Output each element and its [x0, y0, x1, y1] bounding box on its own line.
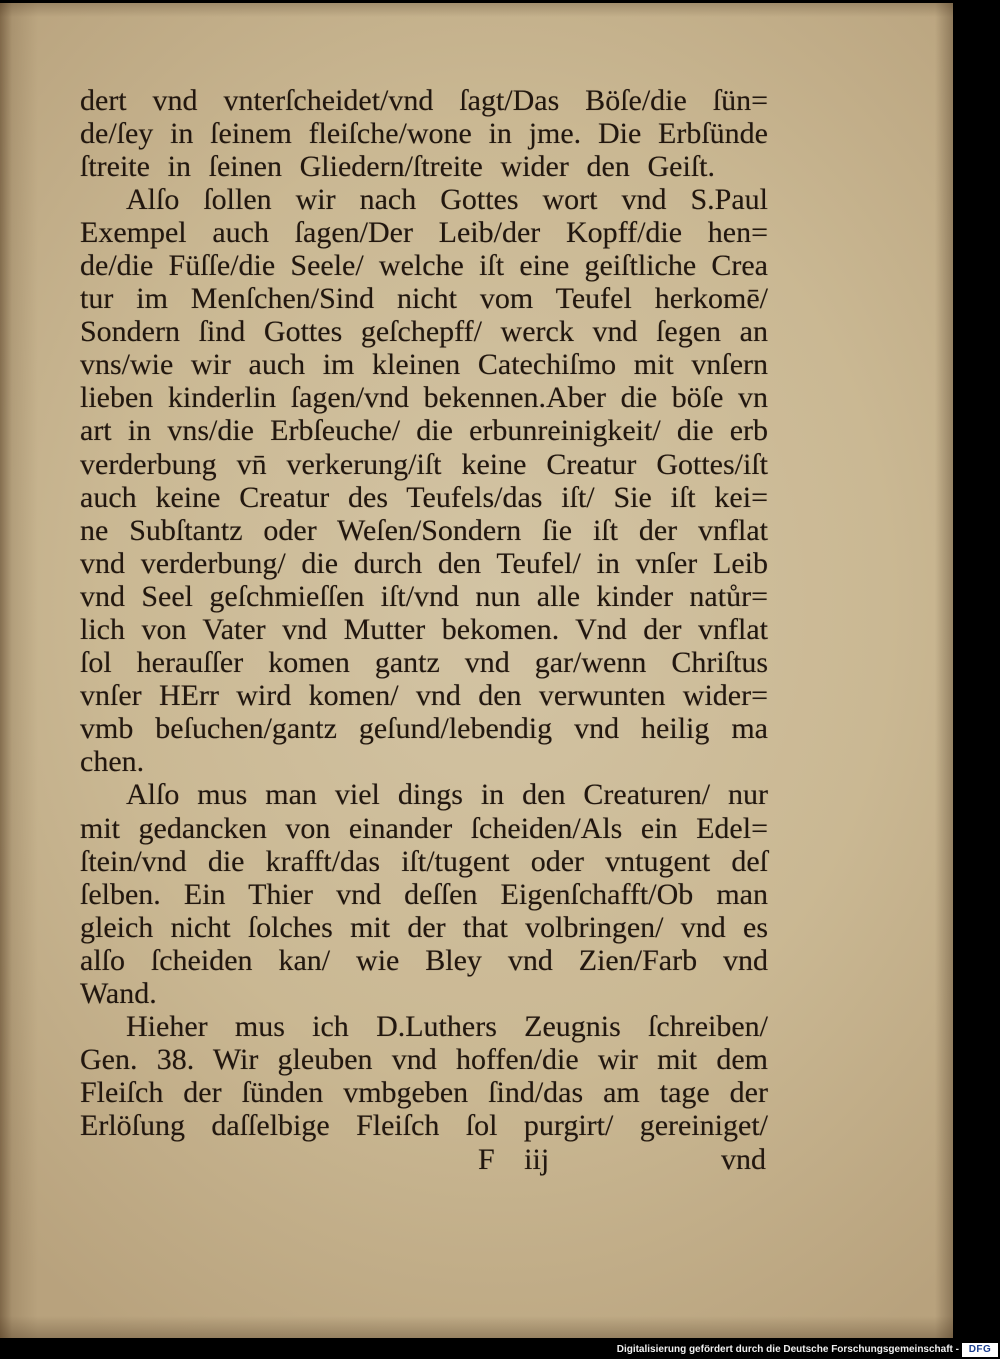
paragraph-start-line: Alſo ſollen wir nach Gottes wort vnd S.Paul — [126, 182, 768, 216]
text-line: dert vnd vnterſcheidet/vnd ſagt/Das Böſe/die ſün= — [80, 83, 768, 117]
text-line: Gen. 38. Wir gleuben vnd hoffen/die wir mit dem — [80, 1043, 768, 1077]
book-page — [0, 3, 953, 1338]
text-line: de/ſey in ſeinem fleiſche/wone in jme. Die Erbſünde — [80, 116, 768, 150]
text-line: tur im Menſchen/Sind nicht vom Teufel herkomē/ — [80, 282, 768, 316]
text-line: Erlöſung daſſelbige Fleiſch ſol purgirt/ gereiniget/ — [80, 1109, 768, 1143]
text-line: vnd Seel geſchmieſſen iſt/vnd nun alle kinder natůr= — [80, 579, 768, 613]
text-line: ſtreite in ſeinen Gliedern/ſtreite wider den Geiſt. — [80, 149, 715, 183]
text-line: auch keine Creatur des Teufels/das iſt/ Sie iſt kei= — [80, 480, 768, 514]
text-line: vns/wie wir auch im kleinen Catechiſmo mit vnſern — [80, 348, 768, 382]
paragraph-start-line: Hieher mus ich D.Luthers Zeugnis ſchreiben/ — [126, 1010, 768, 1044]
text-line: Exempel auch ſagen/Der Leib/der Kopff/die hen= — [80, 215, 768, 249]
dfg-logo: DFG — [962, 1343, 998, 1357]
text-line: verderbung vn̄ verkerung/iſt keine Creatur Gottes/iſt — [80, 447, 768, 481]
signature-mark: F iij — [478, 1142, 550, 1176]
text-line: mit gedancken von einander ſcheiden/Als ein Edel= — [80, 811, 768, 845]
text-line: ſtein/vnd die krafft/das iſt/tugent oder vntugent deſ — [80, 844, 768, 878]
text-line: ne Subſtantz oder Weſen/Sondern ſie iſt der vnflat — [80, 513, 768, 547]
text-line: lieben kinderlin ſagen/vnd bekennen.Aber die böſe vn — [80, 381, 768, 415]
text-line: art in vns/die Erbſeuche/ die erbunreinigkeit/ die erb — [80, 414, 768, 448]
text-line: lich von Vater vnd Mutter bekomen. Vnd der vnflat — [80, 613, 768, 646]
funding-note: Digitalisierung gefördert durch die Deutsche Forschungsgemeinschaft - — [616, 1344, 959, 1355]
paragraph-end-line: Wand. — [80, 977, 157, 1011]
body-text — [80, 84, 768, 1176]
text-line: gleich nicht ſolches mit der that volbringen/ vnd es — [80, 910, 768, 944]
paragraph-start-line: Alſo mus man viel dings in den Creaturen/ nur — [126, 778, 768, 812]
paragraph-end-line: chen. — [80, 745, 145, 779]
text-line: Sondern ſind Gottes geſchepff/ werck vnd ſegen an — [80, 315, 768, 349]
text-line: vnſer HErr wird komen/ vnd den verwunten wider= — [80, 679, 768, 713]
text-line: alſo ſcheiden kan/ wie Bley vnd Zien/Farb vnd — [80, 943, 768, 977]
text-line: de/die Füſſe/die Seele/ welche iſt eine geiſtliche Crea — [80, 248, 768, 282]
text-line: vmb beſuchen/gantz geſund/lebendig vnd heilig ma — [80, 712, 768, 746]
text-line: vnd verderbung/ die durch den Teufel/ in vnſer Leib — [80, 546, 768, 580]
text-line: Fleiſch der ſünden vmbgeben ſind/das am tage der — [80, 1076, 768, 1110]
text-line: ſelben. Ein Thier vnd deſſen Eigenſchafft/Ob man — [80, 877, 768, 911]
text-line: ſol herauſſer komen gantz vnd gar/wenn Chriſtus — [80, 646, 768, 680]
catchword: vnd — [721, 1142, 766, 1176]
digitization-credit — [617, 1342, 998, 1357]
catchword-row — [80, 1143, 768, 1176]
